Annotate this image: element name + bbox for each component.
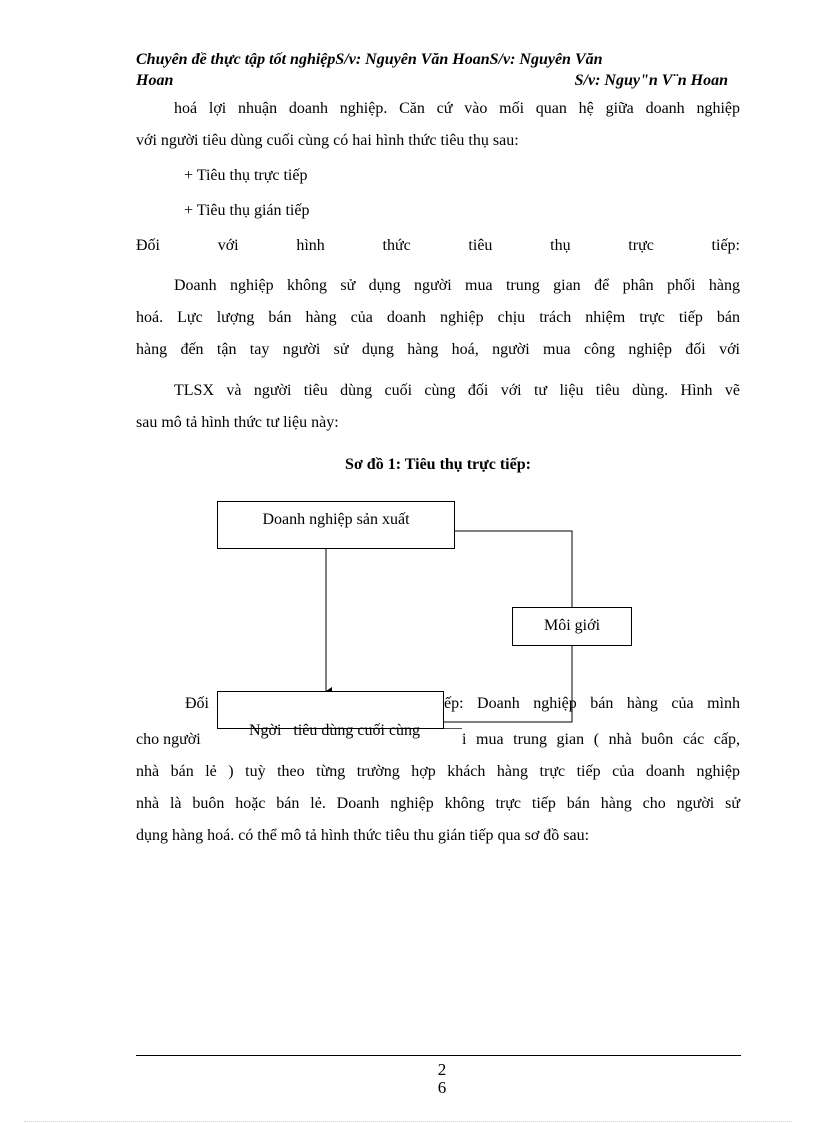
consumer-box — [217, 691, 444, 739]
page-number-digit-1: 2 — [437, 1060, 447, 1079]
paragraph-4-line-2-end: i mua trung gian ( nhà buôn các cấp, — [462, 731, 740, 748]
paragraph-4-line-4: nhà là buôn hoặc bán lẻ. Doanh nghiệp không trực tiếp bán hàng cho người sử — [136, 795, 740, 812]
bullet-direct-sale: + Tiêu thụ trực tiếp — [184, 167, 308, 184]
paragraph-3-line-2: sau mô tả hình thức tư liệu này: — [136, 414, 339, 431]
running-header-line-2-right: S/v: Nguy"n V¨n Hoan — [574, 72, 728, 89]
paragraph-4-line-1-start: Đối — [185, 695, 209, 712]
broker-to-consumer-connector — [444, 646, 572, 722]
diagram-caption: Sơ đồ 1: Tiêu thụ trực tiếp: — [345, 456, 531, 473]
paragraph-1-line-1: hoá lợi nhuận doanh nghiệp. Căn cứ vào mối quan hệ giữa doanh nghiệp — [174, 100, 740, 117]
direct-sale-heading: Đối với hình thức tiêu thụ trực tiếp: — [136, 237, 740, 254]
paragraph-3-line-1: TLSX và người tiêu dùng cuối cùng đối với tư liệu tiêu dùng. Hình vẽ — [174, 382, 740, 399]
page-number-digit-2: 6 — [437, 1078, 447, 1097]
running-header-line-1: Chuyên đề thực tập tốt nghiệpS/v: Nguyên Văn HoanS/v: Nguyên Văn — [136, 51, 603, 68]
paragraph-4-line-2-start: cho người — [136, 731, 201, 748]
paragraph-4-line-1-end: ếp: Doanh nghiệp bán hàng của mình — [444, 695, 740, 712]
producer-box — [217, 501, 455, 549]
producer-to-broker-connector — [455, 531, 572, 607]
paragraph-4-line-5: dụng hàng hoá. có thể mô tả hình thức tiêu thu gián tiếp qua sơ đồ sau: — [136, 827, 590, 844]
running-header-line-2-left: Hoan — [136, 72, 174, 89]
footer-rule — [136, 1055, 741, 1056]
paragraph-2-line-1: Doanh nghiệp không sử dụng người mua trung gian để phân phối hàng — [174, 277, 740, 294]
paragraph-2-line-2: hoá. Lực lượng bán hàng của doanh nghiệp chịu trách nhiệm trực tiếp bán — [136, 309, 740, 326]
bullet-indirect-sale: + Tiêu thụ gián tiếp — [184, 202, 310, 219]
broker-box — [512, 607, 632, 646]
page-bottom-dotted-border — [24, 1121, 792, 1122]
producer-label: Doanh nghiệp sản xuất — [262, 511, 410, 528]
paragraph-1-line-2: với người tiêu dùng cuối cùng có hai hình thức tiêu thụ sau: — [136, 132, 519, 149]
broker-label: Môi giới — [543, 617, 601, 634]
paragraph-4-line-3: nhà bán lẻ ) tuỳ theo từng trường hợp khách hàng trực tiếp của doanh nghiệp — [136, 763, 740, 780]
paragraph-2-line-3: hàng đến tận tay người sử dụng hàng hoá, người mua công nghiệp đối với — [136, 341, 740, 358]
consumer-label: Ngời tiêu dùng cuối cùng — [248, 722, 421, 739]
